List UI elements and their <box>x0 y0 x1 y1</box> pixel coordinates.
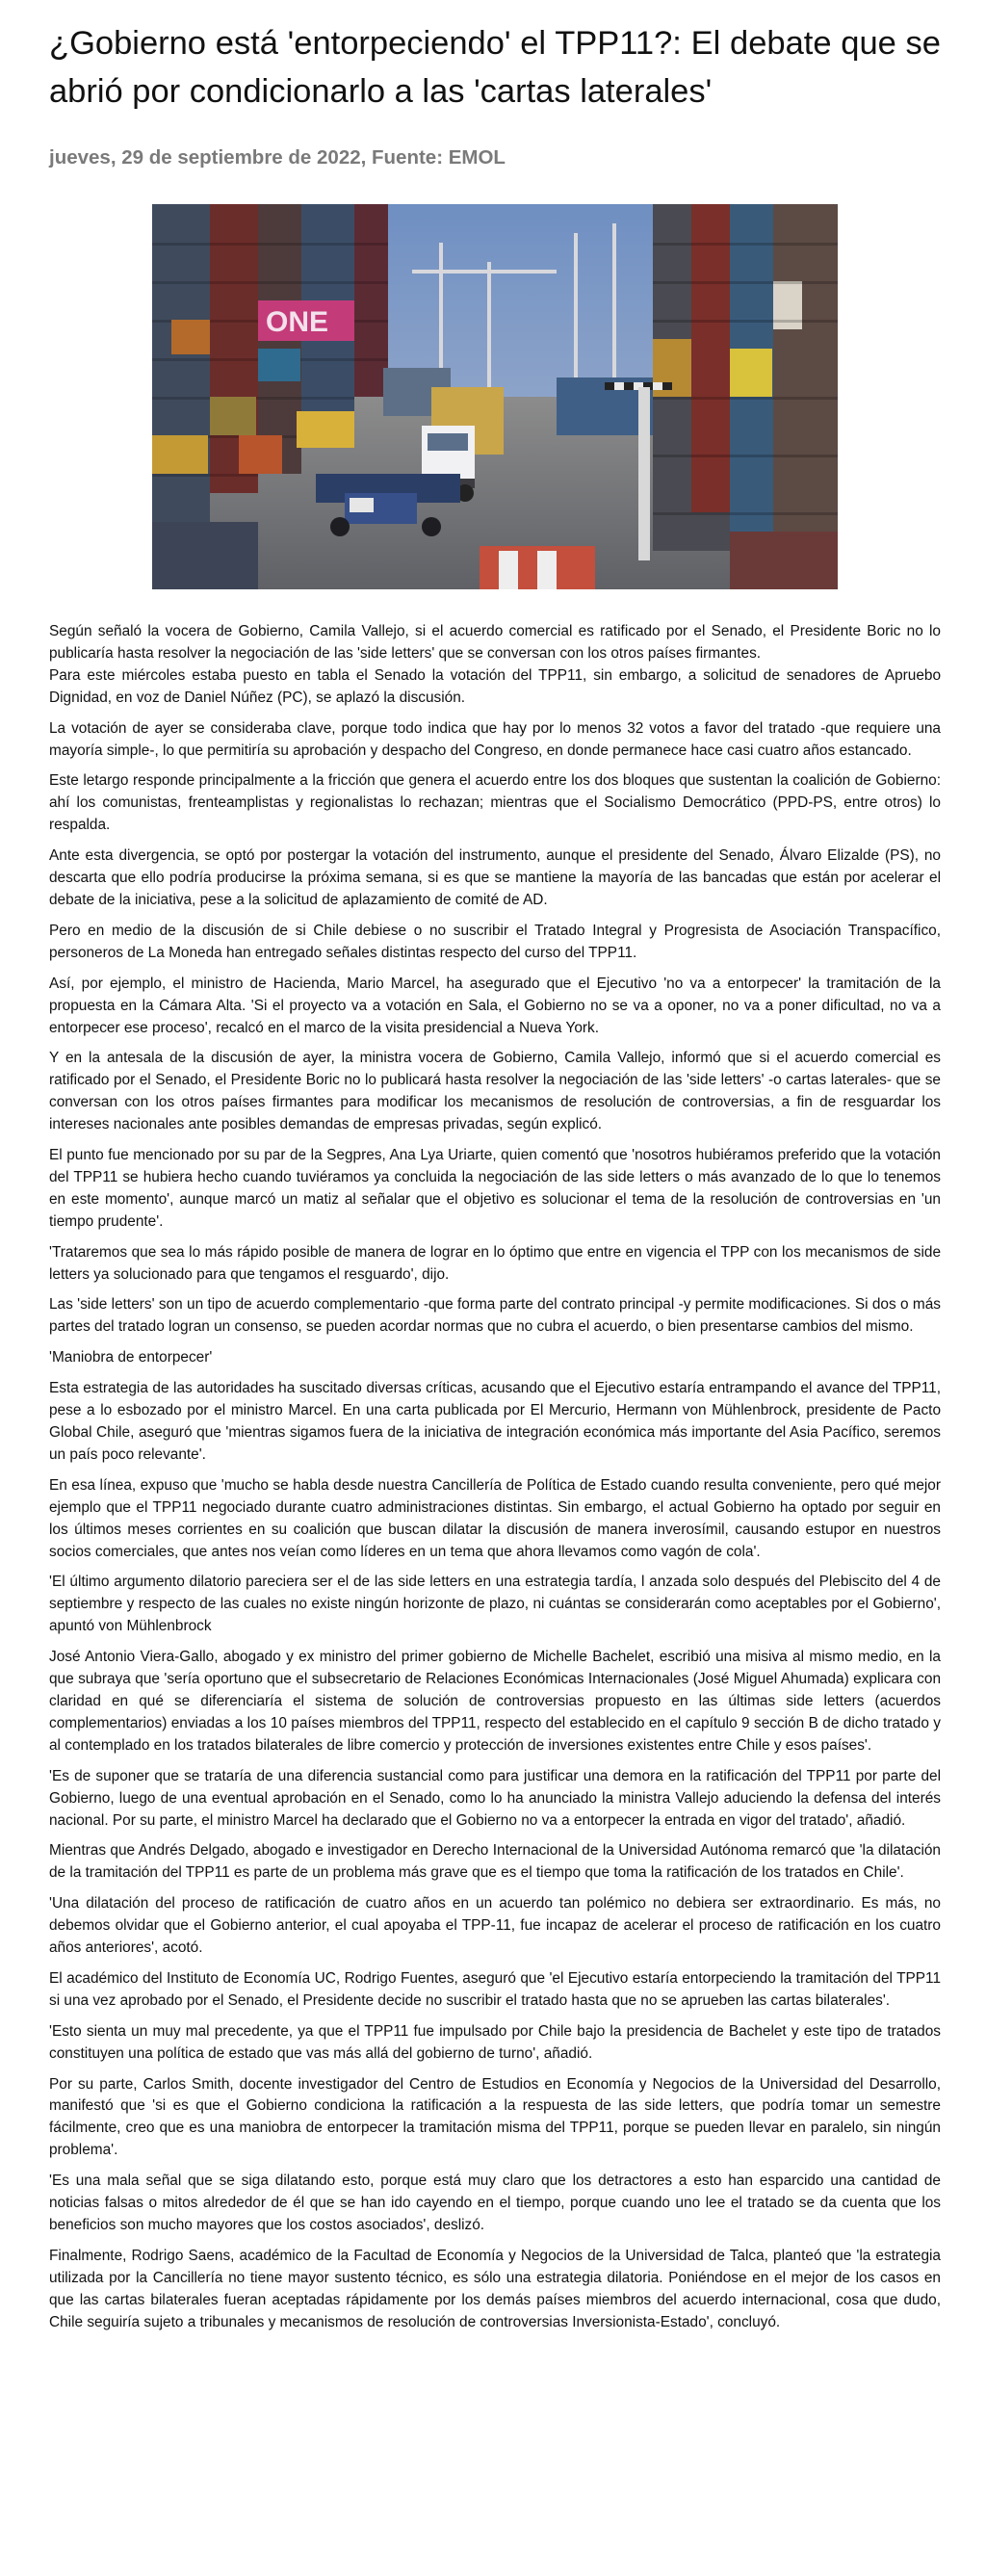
article-paragraph: 'Es de suponer que se trataría de una diferencia sustancial como para justificar una demora en la ratificación del TPP11 por parte del Gobierno, luego de una eventual aprobación en el Senado, como lo ha anunciado la ministra Vallejo aduciendo la defensa del interés nacional. Por su parte, el ministro Marcel ha declarado que el Gobierno no va a entorpecer la entrada en vigor del tratado', añadió. <box>49 1767 941 1829</box>
article-paragraph: Mientras que Andrés Delgado, abogado e investigador en Derecho Internacional de la Universidad Autónoma remarcó que 'la dilatación de la tramitación del TPP11 es parte de un problema más grave que es el tiempo que toma la ratificación de los tratados en Chile'. <box>49 1842 941 1882</box>
article-paragraph: Esta estrategia de las autoridades ha suscitado diversas críticas, acusando que el Ejecutivo estaría entrampando el avance del TPP11, pese a lo esbozado por el ministro Marcel. En una carta publicada por El Mercurio, Hermann von Mühlenbrock, presidente de Pacto Global Chile, aseguró que 'mientras sigamos fuera de la iniciativa de integración económica más importante del Asia Pacífico, seremos un país poco relevante'. <box>49 1380 941 1463</box>
article-paragraph: Para este miércoles estaba puesto en tabla el Senado la votación del TPP11, sin embargo, a solicitud de senadores de Apruebo Dignidad, en voz de Daniel Núñez (PC), se aplazó la discusión. <box>49 666 941 706</box>
yellow-tarp-load <box>297 411 354 448</box>
article-paragraph: 'Es una mala señal que se siga dilatando esto, porque está muy claro que los detractores a esto han esparcido una cantidad de noticias falsas o mitos alrededor de él que se han ido cayendo en el tiempo, porque cuando uno lee el tratado se da cuenta que los beneficios son mucho mayores que los costos asociados', deslizó. <box>49 2173 941 2233</box>
foreground-container <box>152 522 258 589</box>
article-paragraph: Pero en medio de la discusión de si Chile debiese o no suscribir el Tratado Integral y Progresista de Asociación Transpacífico, personeros de La Moneda han entregado señales distintas respecto del curso del TPP11. <box>49 922 941 961</box>
port-container-yard-photo <box>152 204 838 589</box>
article-paragraph: Las 'side letters' son un tipo de acuerdo complementario -que forma parte del contrato principal -y permite modificaciones. Si dos o más partes del tratado logran un consenso, se pueden acordar normas que no cubra el acuerdo, o bien presentarse cambios del mismo. <box>49 1296 941 1336</box>
foreground-container <box>730 532 838 589</box>
article-paragraph: José Antonio Viera-Gallo, abogado y ex ministro del primer gobierno de Michelle Bachelet, escribió una misiva al mismo medio, en la que subraya que 'sería oportuno que el subsecretario de Relaciones Económicas Internacionales (José Miguel Ahumada) explicara con claridad en qué se diferenciaría el sistema de solución de controversias propuesto en las últimas side letters (acuerdos complementarios) enviadas a los 10 países miembros del TPP11, respecto del establecido en el capítulo 9 sección B de dicho tratado y al contemplado en los tratados bilaterales de libre comercio y protección de inversiones existentes entre Chile y esos países'. <box>49 1649 941 1754</box>
article-paragraph: Por su parte, Carlos Smith, docente investigador del Centro de Estudios en Economía y Negocios de la Universidad del Desarrollo, manifestó que 'si es que el Gobierno condiciona la ratificación a la respuesta de las side letters, que podría tomar un semestre fácilmente, creo que es una maniobra de entorpecer la tramitación misma del TPP11, porque se pueden llevar en paralelo, sin ningún problema'. <box>49 2075 941 2159</box>
right-container-stack <box>653 204 838 551</box>
white-stripe <box>499 551 518 589</box>
white-stripe <box>537 551 557 589</box>
article-paragraph: Finalmente, Rodrigo Saens, académico de la Facultad de Economía y Negocios de la Universidad de Talca, planteó que 'la estrategia utilizada por la Cancillería no tiene mayor sustento técnico, es sólo una estrategia dilatoria. Poniéndose en el mejor de los casos en que las cartas bilaterales fueran aceptadas rápidamente por los demás países miembros del acuerdo internacional, cosa que dudo, Chile seguiría sujeto a tribunales y mecanismos de resolución de controversias Inversionista-Estado', concluyó. <box>49 2247 941 2330</box>
article-paragraph: Ante esta divergencia, se optó por postergar la votación del instrumento, aunque el presidente del Senado, Álvaro Elizalde (PS), no descarta que ello podría producirse la próxima semana, si es que se mantiene la mayoría de las bancadas que están por acelerar el debate de la iniciativa, pese a la solicitud de aplazamiento de comité de AD. <box>49 847 941 908</box>
one-brand-text: ONE <box>266 306 329 338</box>
article-paragraph: El académico del Instituto de Economía UC, Rodrigo Fuentes, aseguró que 'el Ejecutivo estaría entorpeciendo la tramitación del TPP11 si una vez aprobado por el Senado, el Presidente decide no suscribir el tratado hasta que no se aprueben las cartas bilaterales'. <box>49 1969 941 2009</box>
article-subheading: 'Maniobra de entorpecer' <box>49 1349 213 1366</box>
article-paragraph: El punto fue mencionado por su par de la Segpres, Ana Lya Uriarte, quien comentó que 'nosotros hubiéramos preferido que la votación del TPP11 se hubiera hecho cuando tuviéramos ya concluida la negociación de las side letters o más avanzado de lo que lo tenemos en este momento', aunque marcó un matiz al señalar que el objetivo es solucionar el tema de la resolución de controversias en 'un tiempo prudente'. <box>49 1147 941 1230</box>
article-paragraph: 'Esto sienta un muy mal precedente, ya que el TPP11 fue impulsado por Chile bajo la presidencia de Bachelet y este tipo de tratados constituyen una política de estado que vas más allá del gobierno de turno', añadió. <box>49 2022 941 2062</box>
article-paragraph: La votación de ayer se consideraba clave, porque todo indica que hay por lo menos 32 votos a favor del tratado -que requiere una mayoría simple-, lo que permitiría su aprobación y despacho del Congreso, en donde permanece hace casi cuatro años estancado. <box>49 719 941 759</box>
article-paragraph: 'Una dilatación del proceso de ratificación de cuatro años en un acuerdo tan polémico no debiera ser extraordinario. Es más, no debemos olvidar que el Gobierno anterior, el cual apoyaba el TPP-11, fue incapaz de acelerar el proceso de ratificación en los cuatro años anteriores', acotó. <box>49 1895 941 1957</box>
orange-cargo <box>239 435 282 474</box>
article-dateline: jueves, 29 de septiembre de 2022, Fuente: EMOL <box>49 146 506 169</box>
article-title: ¿Gobierno está 'entorpeciendo' el TPP11?: El debate que se abrió por condicionarlo a las 'cartas laterales' <box>49 25 941 110</box>
article-paragraph: 'El último argumento dilatorio pareciera ser el de las side letters en una estrategia tardía, l anzada solo después del Plebiscito del 4 de septiembre y respecto de las cuales no existe ningún horizonte de plazo, ni cuántas se considerarán como aceptables por el Gobierno', apuntó von Mühlenbrock <box>49 1574 941 1635</box>
article-photo <box>152 204 838 589</box>
article-paragraph: Y en la antesala de la discusión de ayer, la ministra vocera de Gobierno, Camila Vallejo, informó que si el acuerdo comercial es ratificado por el Senado, el Presidente Boric no lo publicará hasta resolver la negociación de las 'side letters' -o cartas laterales- que se conversan con los otros países firmantes para modificar los mecanismos de resolución de controversias, a fin de resguardar los intereses nacionales ante posibles demandas de empresas privadas, según explicó. <box>49 1050 941 1133</box>
article-paragraph: Según señaló la vocera de Gobierno, Camila Vallejo, si el acuerdo comercial es ratificado por el Senado, el Presidente Boric no lo publicaría hasta resolver la negociación de las 'side letters' que se conversan con los otros países firmantes. <box>49 623 941 662</box>
article-paragraph: Este letargo responde principalmente a la fricción que genera el acuerdo entre los dos bloques que sustentan la coalición de Gobierno: ahí los comunistas, frenteamplistas y regionalistas lo rechazan; mientras que el Socialismo Democrático (PPD-PS, entre otros) lo respalda. <box>49 772 941 834</box>
article-body <box>49 621 941 2343</box>
article-paragraph: 'Trataremos que sea lo más rápido posible de manera de lograr en lo óptimo que entre en vigencia el TPP con los mecanismos de side letters ya solucionado para que tengamos el resguardo', dijo. <box>49 1243 941 1283</box>
one-brand-container <box>258 300 354 341</box>
article-paragraph: En esa línea, expuso que 'mucho se habla desde nuestra Cancillería de Política de Estado cuando resulta conveniente, pero qué mejor ejemplo que el TPP11 negociado durante cuatro administraciones distintas. Sin embargo, el actual Gobierno ha optado por seguir en los últimos meses corrientes en su coalición que buscan dilatar la discusión de manera inverosímil, causando estupor en nuestros socios comerciales, que antes nos veían como líderes en un tema que ahora llevamos como vagón de cola'. <box>49 1476 941 1560</box>
article-paragraph: Así, por ejemplo, el ministro de Hacienda, Mario Marcel, ha asegurado que el Ejecutivo 'no va a entorpecer' la tramitación de la propuesta en la Cámara Alta. 'Si el proyecto va a votación en Sala, el Gobierno no se va a oponer, no va a poner dificultad, no va a entorpecer ese proceso', recalcó en el marco de la visita presidencial a Nueva York. <box>49 975 941 1036</box>
